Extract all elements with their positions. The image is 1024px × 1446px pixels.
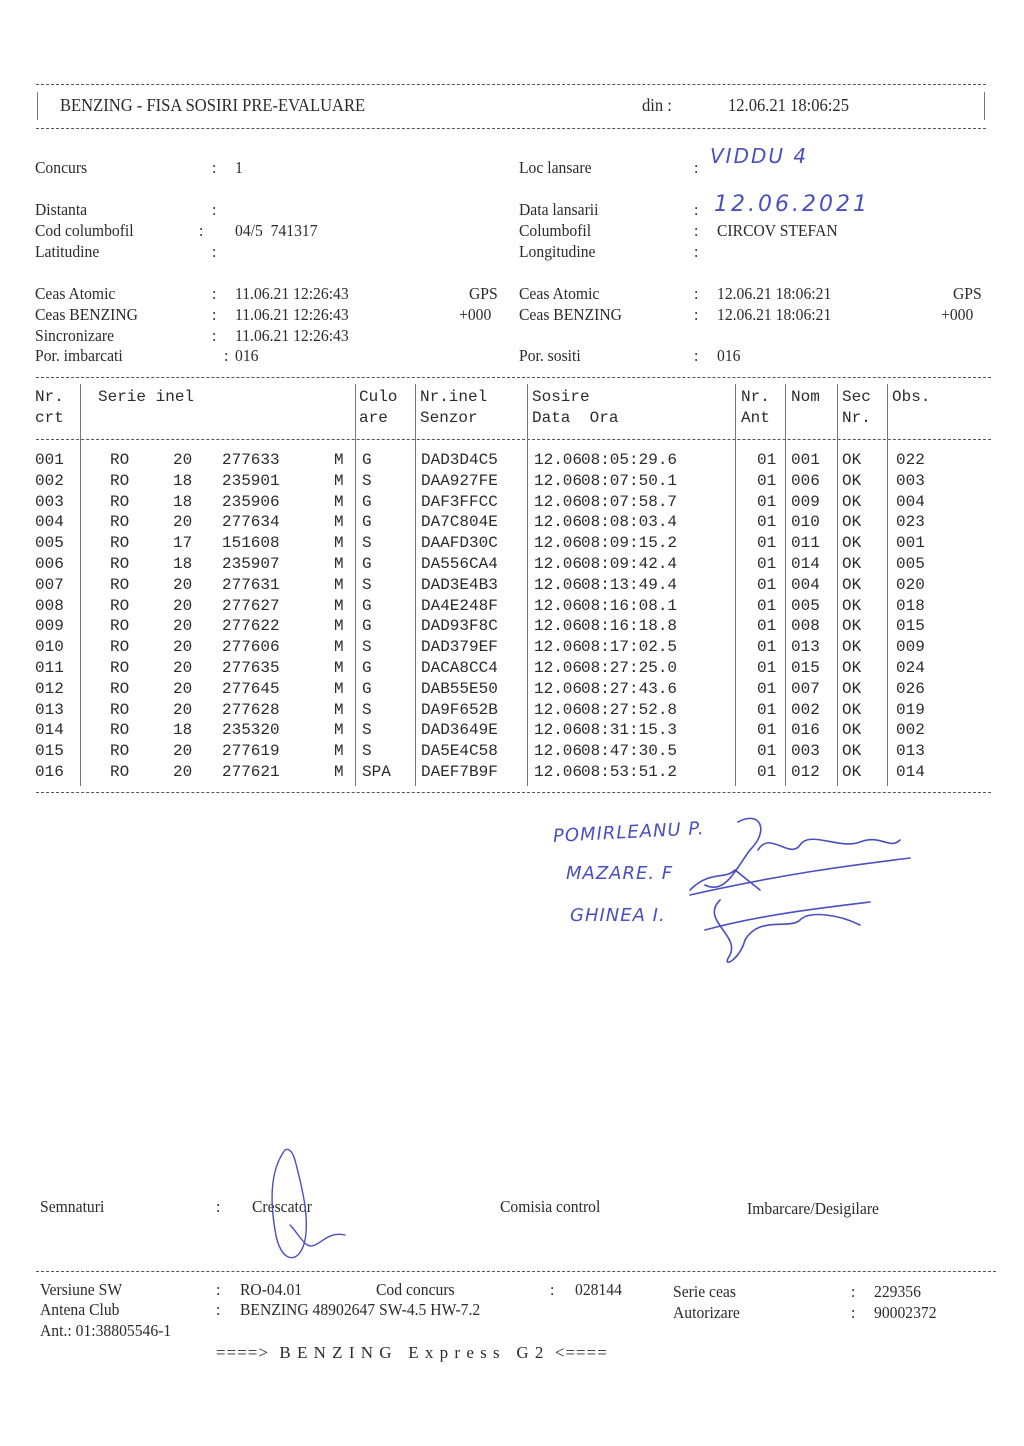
cell-nom: 016 [791, 721, 820, 740]
cell-country: RO [110, 555, 130, 573]
cell-sensor: DA7C804E [421, 513, 498, 532]
cell-sec: OK [842, 513, 862, 532]
cell-sex: M [334, 575, 344, 594]
cell-sex: M [334, 742, 344, 761]
cell-color: SPA [362, 763, 391, 781]
cell-ring: 277631 [222, 575, 280, 594]
cell-color: G [362, 451, 372, 469]
cell-sex: M [334, 659, 344, 677]
cell-ring: 277622 [222, 617, 280, 636]
cell-time: 08:08:03.4 [581, 513, 678, 532]
cell-ant: 01 [757, 721, 777, 740]
cell-country: RO [110, 700, 130, 719]
signature-crescator-label: Crescator [252, 1197, 312, 1216]
cell-sensor: DAD3E4B3 [421, 575, 498, 594]
th-data-ora: Data Ora [532, 409, 619, 427]
columbofil-sep: : [694, 221, 699, 240]
cell-color: G [362, 617, 372, 636]
cell-obs: 018 [896, 596, 925, 615]
cell-nom: 001 [791, 451, 820, 469]
distanta-label: Distanta [35, 200, 88, 219]
cell-obs: 022 [896, 451, 925, 469]
concurs-value: 1 [235, 158, 243, 177]
cell-time: 08:16:08.1 [581, 596, 678, 615]
cell-date: 12.06 [534, 679, 583, 698]
cell-nr: 016 [35, 763, 64, 781]
sep: : [694, 346, 699, 365]
cell-date: 12.06 [534, 700, 583, 719]
cell-time: 08:09:42.4 [581, 555, 678, 573]
concurs-label: Concurs [35, 158, 88, 177]
commission-member-2: MAZARE. F [566, 863, 674, 884]
cell-nr: 005 [35, 534, 64, 553]
cell-date: 12.06 [534, 638, 583, 657]
th-serie-inel: Serie inel [98, 388, 195, 406]
ceas-atomic-end-label: Ceas Atomic [519, 284, 600, 303]
cell-ant: 01 [757, 679, 777, 698]
th-nr: Nr. [35, 388, 64, 406]
signature-imbarcare-label: Imbarcare/Desigilare [747, 1199, 880, 1218]
cell-year: 18 [173, 492, 193, 511]
cell-country: RO [110, 763, 130, 781]
cell-nom: 014 [791, 555, 820, 573]
cell-sex: M [334, 451, 344, 469]
cell-country: RO [110, 596, 130, 615]
cell-obs: 001 [896, 534, 925, 553]
th-obs: Obs. [892, 388, 931, 406]
cell-year: 20 [173, 638, 193, 657]
cell-country: RO [110, 471, 130, 490]
cell-obs: 013 [896, 742, 925, 761]
cell-date: 12.06 [534, 742, 583, 761]
th-sec: Sec [842, 388, 871, 406]
cell-sex: M [334, 513, 344, 532]
cell-country: RO [110, 451, 130, 469]
cell-date: 12.06 [534, 513, 583, 532]
cell-ring: 151608 [222, 534, 280, 553]
cell-date: 12.06 [534, 555, 583, 573]
cell-sec: OK [842, 679, 862, 698]
cell-ant: 01 [757, 471, 777, 490]
cell-time: 08:17:02.5 [581, 638, 678, 657]
cell-nom: 003 [791, 742, 820, 761]
cell-obs: 024 [896, 659, 925, 677]
cell-ring: 277627 [222, 596, 280, 615]
th-nr-inel: Nr.inel [420, 388, 488, 406]
cod-columbofil-value: 04/5 741317 [235, 221, 318, 240]
cell-date: 12.06 [534, 451, 583, 469]
cell-date: 12.06 [534, 492, 583, 511]
cell-ring: 235901 [222, 471, 280, 490]
cell-year: 20 [173, 659, 193, 677]
cod-columbofil-label: Cod columbofil [35, 221, 134, 240]
cell-sec: OK [842, 763, 862, 781]
cell-sex: M [334, 596, 344, 615]
cell-time: 08:16:18.8 [581, 617, 678, 636]
cell-ant: 01 [757, 659, 777, 677]
ceas-atomic-start-label: Ceas Atomic [35, 284, 116, 303]
cell-year: 18 [173, 555, 193, 573]
print-date-label: din : [642, 95, 672, 115]
cell-color: S [362, 638, 372, 657]
autorizare-value: 90002372 [874, 1303, 937, 1322]
cell-year: 17 [173, 534, 193, 553]
cell-ant: 01 [757, 555, 777, 573]
cell-sensor: DA9F652B [421, 700, 498, 719]
cell-sensor: DACA8CC4 [421, 659, 498, 677]
concurs-sep: : [212, 158, 217, 177]
cell-nr: 015 [35, 742, 64, 761]
cell-ant: 01 [757, 617, 777, 636]
cell-sec: OK [842, 617, 862, 636]
sep: : [212, 305, 217, 324]
cell-nr: 014 [35, 721, 64, 740]
cell-color: G [362, 492, 372, 511]
columbofil-label: Columbofil [519, 221, 592, 240]
cell-sec: OK [842, 451, 862, 469]
cell-country: RO [110, 492, 130, 511]
sep: : [216, 1300, 221, 1319]
cell-nr: 013 [35, 700, 64, 719]
cell-nom: 012 [791, 763, 820, 781]
cell-time: 08:05:29.6 [581, 451, 678, 469]
loc-lansare-label: Loc lansare [519, 158, 592, 177]
cell-obs: 003 [896, 471, 925, 490]
cell-time: 08:53:51.2 [581, 763, 678, 781]
cell-year: 18 [173, 471, 193, 490]
cell-color: S [362, 471, 372, 490]
cell-date: 12.06 [534, 596, 583, 615]
cell-color: G [362, 659, 372, 677]
cell-ring: 277635 [222, 659, 280, 677]
data-lansarii-label: Data lansarii [519, 200, 599, 219]
ceas-benzing-start-value: 11.06.21 12:26:43 [235, 305, 349, 324]
cell-ring: 235907 [222, 555, 280, 573]
cell-year: 18 [173, 721, 193, 740]
cell-sec: OK [842, 534, 862, 553]
cell-color: G [362, 679, 372, 698]
cell-ant: 01 [757, 596, 777, 615]
ceas-benzing-end-label: Ceas BENZING [519, 305, 622, 324]
cell-obs: 019 [896, 700, 925, 719]
cell-time: 08:09:15.2 [581, 534, 678, 553]
cell-sex: M [334, 700, 344, 719]
cell-nom: 007 [791, 679, 820, 698]
cell-time: 08:47:30.5 [581, 742, 678, 761]
cell-sec: OK [842, 575, 862, 594]
cell-ring: 277633 [222, 451, 280, 469]
th-senzor: Senzor [420, 409, 478, 427]
cell-sensor: DAEF7B9F [421, 763, 498, 781]
versiune-sw-value: RO-04.01 [240, 1280, 303, 1299]
cell-sex: M [334, 721, 344, 740]
cell-year: 20 [173, 617, 193, 636]
sincronizare-value: 11.06.21 12:26:43 [235, 326, 349, 345]
cell-ant: 01 [757, 451, 777, 469]
cell-nr: 001 [35, 451, 64, 469]
cell-ant: 01 [757, 700, 777, 719]
por-imbarcati-label: Por. imbarcati [35, 346, 123, 365]
cell-sensor: DAF3FFCC [421, 492, 498, 511]
cell-country: RO [110, 659, 130, 677]
serie-ceas-label: Serie ceas [673, 1282, 736, 1301]
cell-nom: 002 [791, 700, 820, 719]
ceas-benzing-end-suffix: +000 [941, 305, 974, 324]
cell-nr: 011 [35, 659, 64, 677]
cell-country: RO [110, 513, 130, 532]
ceas-benzing-end-value: 12.06.21 18:06:21 [717, 305, 832, 324]
sep: : [694, 305, 699, 324]
serie-ceas-value: 229356 [874, 1282, 921, 1301]
cell-sex: M [334, 617, 344, 636]
cell-ring: 277619 [222, 742, 280, 761]
sep: : [224, 346, 229, 365]
th-crt: crt [35, 409, 64, 427]
th-are: are [359, 409, 388, 427]
document-title: BENZING - FISA SOSIRI PRE-EVALUARE [60, 95, 366, 115]
cell-sec: OK [842, 721, 862, 740]
cell-country: RO [110, 721, 130, 740]
cell-time: 08:27:43.6 [581, 679, 678, 698]
cell-year: 20 [173, 451, 193, 469]
cell-sensor: DAA927FE [421, 471, 498, 490]
por-imbarcati-value: 016 [235, 346, 259, 365]
ceas-benzing-start-suffix: +000 [459, 305, 492, 324]
cell-sex: M [334, 679, 344, 698]
cell-ring: 277606 [222, 638, 280, 657]
cell-sex: M [334, 763, 344, 781]
cell-color: S [362, 700, 372, 719]
cell-obs: 014 [896, 763, 925, 781]
cell-nom: 010 [791, 513, 820, 532]
loc-lansare-handwritten: VIDDU 4 [710, 144, 809, 168]
cell-obs: 023 [896, 513, 925, 532]
cell-sec: OK [842, 596, 862, 615]
distanta-sep: : [212, 200, 217, 219]
sep: : [216, 1280, 221, 1299]
cell-time: 08:07:50.1 [581, 471, 678, 490]
cell-obs: 002 [896, 721, 925, 740]
cell-sex: M [334, 534, 344, 553]
cell-sex: M [334, 492, 344, 511]
cell-obs: 009 [896, 638, 925, 657]
cell-date: 12.06 [534, 471, 583, 490]
cell-nr: 004 [35, 513, 64, 532]
ceas-atomic-start-suffix: GPS [469, 284, 498, 303]
cell-sec: OK [842, 492, 862, 511]
data-lansarii-sep: : [694, 200, 699, 219]
cell-sensor: DAD93F8C [421, 617, 498, 636]
cod-concurs-label: Cod concurs [376, 1280, 455, 1299]
cell-ring: 277634 [222, 513, 280, 532]
cell-time: 08:31:15.3 [581, 721, 678, 740]
th-sec-nr: Nr. [842, 409, 871, 427]
cell-sensor: DAD379EF [421, 638, 498, 657]
th-sosire: Sosire [532, 388, 590, 406]
longitudine-label: Longitudine [519, 242, 596, 261]
cell-nr: 010 [35, 638, 64, 657]
columbofil-value: CIRCOV STEFAN [717, 221, 838, 240]
cell-obs: 026 [896, 679, 925, 698]
cell-date: 12.06 [534, 534, 583, 553]
cell-sensor: DAD3D4C5 [421, 451, 498, 469]
th-nom: Nom [791, 388, 820, 406]
cell-sec: OK [842, 700, 862, 719]
cell-nom: 009 [791, 492, 820, 511]
cell-ring: 235320 [222, 721, 280, 740]
cell-sensor: DAB55E50 [421, 679, 498, 698]
cod-columbofil-sep: : [199, 221, 204, 240]
cell-time: 08:27:25.0 [581, 659, 678, 677]
cell-color: G [362, 596, 372, 615]
longitudine-sep: : [694, 242, 699, 261]
cell-country: RO [110, 638, 130, 657]
antenna-id: Ant.: 01:38805546-1 [40, 1321, 172, 1340]
cell-ant: 01 [757, 763, 777, 781]
latitudine-sep: : [212, 242, 217, 261]
cell-sex: M [334, 638, 344, 657]
ceas-atomic-start-value: 11.06.21 12:26:43 [235, 284, 349, 303]
cell-sensor: DAAFD30C [421, 534, 498, 553]
cell-color: S [362, 575, 372, 594]
cell-country: RO [110, 742, 130, 761]
signatures-label: Semnaturi [40, 1197, 105, 1216]
cell-ring: 277621 [222, 763, 280, 781]
cell-year: 20 [173, 575, 193, 594]
cell-sec: OK [842, 471, 862, 490]
cell-year: 20 [173, 742, 193, 761]
cell-obs: 004 [896, 492, 925, 511]
cell-ant: 01 [757, 513, 777, 532]
sep: : [550, 1280, 555, 1299]
brand-line: ====> B E N Z I N G E x p r e s s G 2 <==== [216, 1343, 608, 1362]
cell-obs: 005 [896, 555, 925, 573]
cell-time: 08:13:49.4 [581, 575, 678, 594]
cell-sex: M [334, 555, 344, 573]
cell-nr: 008 [35, 596, 64, 615]
print-date-value: 12.06.21 18:06:25 [728, 95, 849, 115]
cell-nom: 011 [791, 534, 820, 553]
cell-nom: 013 [791, 638, 820, 657]
sincronizare-label: Sincronizare [35, 326, 115, 345]
data-lansarii-handwritten: 12.06.2021 [714, 192, 870, 217]
versiune-sw-label: Versiune SW [40, 1280, 123, 1299]
por-sositi-value: 016 [717, 346, 741, 365]
antena-club-label: Antena Club [40, 1300, 120, 1319]
cell-ant: 01 [757, 534, 777, 553]
cell-year: 20 [173, 596, 193, 615]
cell-sensor: DA5E4C58 [421, 742, 498, 761]
cell-color: G [362, 513, 372, 532]
cell-date: 12.06 [534, 763, 583, 781]
cell-nom: 015 [791, 659, 820, 677]
cell-nom: 005 [791, 596, 820, 615]
cell-year: 20 [173, 763, 193, 781]
cell-nr: 002 [35, 471, 64, 490]
cell-ring: 277628 [222, 700, 280, 719]
cell-sensor: DA556CA4 [421, 555, 498, 573]
cell-year: 20 [173, 679, 193, 698]
sep: : [694, 284, 699, 303]
commission-member-1: POMIRLEANU P. [552, 818, 705, 847]
cell-color: G [362, 555, 372, 573]
sep: : [212, 326, 217, 345]
antena-club-value: BENZING 48902647 SW-4.5 HW-7.2 [240, 1300, 481, 1319]
cell-country: RO [110, 679, 130, 698]
cell-year: 20 [173, 513, 193, 532]
cell-sec: OK [842, 555, 862, 573]
footer-border [36, 1271, 996, 1272]
th-ant: Ant [741, 409, 770, 427]
cell-time: 08:07:58.7 [581, 492, 678, 511]
cell-date: 12.06 [534, 575, 583, 594]
cell-nr: 006 [35, 555, 64, 573]
cell-nom: 006 [791, 471, 820, 490]
cell-nr: 009 [35, 617, 64, 636]
cell-obs: 020 [896, 575, 925, 594]
cell-nom: 004 [791, 575, 820, 594]
cell-sex: M [334, 471, 344, 490]
cell-color: S [362, 534, 372, 553]
cell-ant: 01 [757, 492, 777, 511]
por-sositi-label: Por. sositi [519, 346, 581, 365]
cell-nr: 003 [35, 492, 64, 511]
cell-ant: 01 [757, 638, 777, 657]
loc-lansare-sep: : [694, 158, 699, 177]
cell-date: 12.06 [534, 721, 583, 740]
th-nr-ant: Nr. [741, 388, 770, 406]
cell-ring: 235906 [222, 492, 280, 511]
cell-sensor: DAD3649E [421, 721, 498, 740]
commission-member-3: GHINEA I. [570, 905, 666, 926]
cell-nom: 008 [791, 617, 820, 636]
cell-sensor: DA4E248F [421, 596, 498, 615]
cell-country: RO [110, 575, 130, 594]
cell-color: S [362, 721, 372, 740]
cell-color: S [362, 742, 372, 761]
autorizare-label: Autorizare [673, 1303, 740, 1322]
cell-nr: 012 [35, 679, 64, 698]
cell-ring: 277645 [222, 679, 280, 698]
signatures-sep: : [216, 1197, 221, 1216]
cell-country: RO [110, 617, 130, 636]
latitudine-label: Latitudine [35, 242, 100, 261]
cell-ant: 01 [757, 575, 777, 594]
cell-sec: OK [842, 659, 862, 677]
th-culoare: Culo [359, 388, 398, 406]
sep: : [212, 284, 217, 303]
ceas-benzing-start-label: Ceas BENZING [35, 305, 138, 324]
cell-date: 12.06 [534, 617, 583, 636]
cell-ant: 01 [757, 742, 777, 761]
cell-sec: OK [842, 742, 862, 761]
signature-comisia-label: Comisia control [500, 1197, 601, 1216]
cell-obs: 015 [896, 617, 925, 636]
cell-sec: OK [842, 638, 862, 657]
cod-concurs-value: 028144 [575, 1280, 622, 1299]
cell-country: RO [110, 534, 130, 553]
sep: : [851, 1282, 856, 1301]
sep: : [851, 1303, 856, 1322]
ceas-atomic-end-value: 12.06.21 18:06:21 [717, 284, 832, 303]
cell-nr: 007 [35, 575, 64, 594]
ceas-atomic-end-suffix: GPS [953, 284, 982, 303]
cell-year: 20 [173, 700, 193, 719]
cell-date: 12.06 [534, 659, 583, 677]
cell-time: 08:27:52.8 [581, 700, 678, 719]
